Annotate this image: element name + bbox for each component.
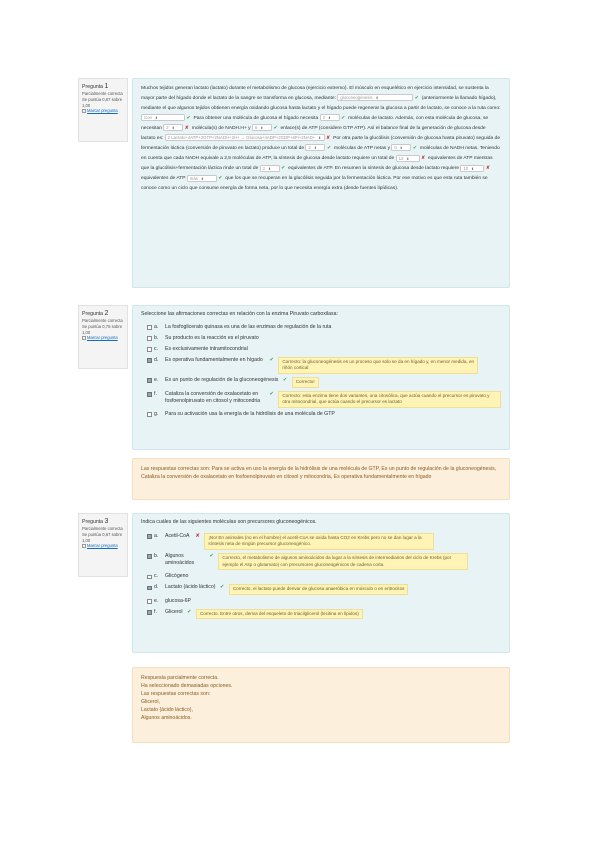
feedback-note: Correcto, el metabolismo de algunos aminoácidos da lugar a la síntesis de intermediarios del ciclo de Krebs (por ejemplo el Asp o glutamato) con precursores gluconeogénicos de cadena corta.: [218, 553, 468, 570]
q3-option-e[interactable]: e. glucosa-6P: [147, 598, 501, 606]
correct-icon: ✔: [269, 356, 274, 363]
dropdown-1[interactable]: gluconeogénesis ⬍: [337, 94, 413, 101]
checkbox-checked[interactable]: [147, 554, 152, 559]
correct-icon: ✔: [219, 584, 225, 591]
feedback-line: Las respuestas correctas son:: [141, 691, 211, 698]
feedback-line: Glicerol,: [141, 699, 161, 706]
q2-option-e[interactable]: e. Es un punto de regulación de la gluconeogénesis ✔ Correcto!: [147, 377, 501, 388]
correct-icon: ✔: [282, 376, 288, 383]
checkbox[interactable]: [147, 575, 152, 580]
correct-icon: ✔: [412, 146, 418, 152]
flag-icon: [82, 336, 86, 340]
feedback-note: Correcto: la gluconeogénesis es un proceso que solo se da en hígado y, en menor medida, en riñón cortical: [278, 357, 478, 374]
dropdown-8[interactable]: 0 ⬍: [391, 144, 411, 151]
incorrect-icon: ✘: [195, 532, 200, 539]
flag-icon: [82, 109, 86, 113]
question-2-number: Pregunta 2: [82, 310, 109, 317]
correct-icon: ✔: [269, 390, 274, 397]
q2-option-c[interactable]: c. Es exclusivamente intramitocondrial: [147, 346, 501, 354]
flag-question-3[interactable]: Marcar pregunta: [82, 543, 124, 549]
correct-icon: ✔: [273, 126, 278, 132]
question-2-feedback: Las respuestas correctas son: Para se activa en uso la energía de la hidrólisis de una molécula de GTP, Es un punto de regulación de la gluconeogénesis, Cataliza la conversión de oxalacetato en fosfoenolpiruvato en citosol y mitocondria, Es operativa fundamentalmente en hígado: [132, 458, 510, 500]
q3-option-b[interactable]: b. Algunos aminoácidos ✔ Correcto, el metabolismo de algunos aminoácidos da lugar a la síntesis de intermediarios del ciclo de Krebs (por ejemplo el Asp o glutamato) con precursores gluconeogénicos de cadena corta.: [147, 553, 501, 570]
flag-question-1[interactable]: Marcar pregunta: [82, 108, 124, 114]
q2-option-a[interactable]: a. La fosfoglicerato quinasa es una de las enzimas de regulación de la ruta: [147, 324, 501, 332]
q2-option-f[interactable]: f. Cataliza la conversión de oxalacetato en fosfoenolpiruvato en citosol y mitocondria ✔ Correcto: esta enzima tiene dos variantes, una citosólica, que actúa cuando el precursor es piruvato y otra mitocondrial, que actúa cuando el precursor es lactato: [147, 391, 501, 408]
correct-icon: ✔: [218, 176, 223, 182]
q2-option-b[interactable]: b. Su producto es la reacción es el piruvato: [147, 335, 501, 343]
question-2-status: Parcialmente correcta: [82, 318, 123, 324]
question-1-content: Muchos tejidos generan lactato (lactato) durante el metabolismo de glucosa (ejercicio extremo). El músculo en esquelético en ejercicio intensidad, se sustenta la mayor parte del hígado donde el lactato de la sangre se transforma en glucosa, mediante: gluconeogénesis ⬍ ✔ (anteriormente la llamado hígado), mediante el que algunos tejidos obtienen energía oxidando glucosa hasta lactato y el hígado puede regenerar la glucosa a partir de lactato, se conoce a la ruta como: Cori ⬍ ✔ Para obtener una molécula de glucosa el hígado necesita 2 ⬍ ✔ moléculas de lactato. Además, con esta molécula de glucosa, se necesitan 2 ⬍ ✘ molécula(s) de NADH.H+ y 6 ⬍ ✔ enlace(s) de ATP (considere GTP ATP). Así el balance final de la generación de glucosa desde lactato es: 2 Lactato+4ATP+2GTP+2NADH+2H+ → Glucosa+4ADP+2GDP+6Pi+2NAD+ ⬍ ✘ Por otra parte la glucólisis (conversión de glucosa hasta piruvato) seguida de fermentación láctica (conversión de piruvato en lactato) produce un total de 2 ⬍ ✔ moléculas de ATP netas y 0 ⬍ ✔ moléculas de NADH netas. Teniendo en cuenta que cada NADH equivale a 2,5 moléculas de ATP, la síntesis de glucosa desde lactato requiere un total de 12 ⬍ ✘ equivalentes de ATP mientras que la glucólisis+fermentación láctica rinde un total de 2 ⬍ ✔ equivalentes de ATP. En resumen la síntesis de glucosa desde lactato requiere 10 ⬍ ✘ equivalentes de ATP más ⬍ ✔ que los que se recuperan en la glucólisis seguida por la fermentación láctica. Por ese motivo es que esta ruta también se conoce como un ciclo que consume energía de forma neta, por lo que necesita energía extra (desde fuentes lipídicas).: [132, 78, 510, 288]
correct-icon: ✔: [414, 96, 419, 102]
feedback-line: Lactato (ácido láctico),: [141, 707, 193, 714]
feedback-note: Correcto, el lactato puede derivar de glucosa anaeróbica en músculo o en eritrocitos: [229, 584, 409, 595]
checkbox-checked[interactable]: [147, 586, 152, 591]
correct-icon: ✔: [326, 146, 332, 152]
question-3-feedback: [132, 667, 510, 743]
incorrect-icon: ✘: [184, 126, 189, 132]
dropdown-7[interactable]: 2 ⬍: [305, 144, 325, 151]
correct-icon: ✔: [341, 116, 346, 122]
feedback-note: Correcto: esta enzima tiene dos variantes, una citosólica, que actúa cuando el precursor es piruvato y otra mitocondrial, que actúa cuando el precursor es lactato: [278, 391, 501, 408]
question-1-number: Pregunta 1: [82, 83, 109, 90]
checkbox-checked[interactable]: [147, 534, 152, 539]
question-1-info: [78, 78, 128, 142]
q2-option-d[interactable]: d. Es operativa fundamentalmente en hígado ✔ Correcto: la gluconeogénesis es un proceso que solo se da en hígado y, en menor medida, en riñón cortical: [147, 357, 501, 374]
question-1-status: Parcialmente correcta: [82, 91, 123, 97]
correct-icon: ✔: [187, 608, 192, 615]
correct-icon: ✔: [186, 116, 191, 122]
question-3-score: Se puntúa 0,67 sobre 1,00: [82, 532, 123, 543]
feedback-note: Correcto!: [292, 377, 319, 388]
q3-option-c[interactable]: c. Glicógeno: [147, 573, 501, 581]
question-3-number: Pregunta 3: [82, 518, 109, 525]
question-3-prompt: Indica cuáles de las siguientes moléculas son precursores gluconeogénicos.: [141, 519, 317, 525]
feedback-line: Respuesta parcialmente correcta.: [141, 675, 219, 681]
q3-option-a[interactable]: a. Acetil-CoA ✘ ¡No! En animales (no en el hombre) el acetil-CoA se oxida hasta CO2 en Krebs pero no se dan lugar a la síntesis neta de ningún precursor gluconeogénico.: [147, 533, 501, 550]
dropdown-6[interactable]: 2 Lactato+4ATP+2GTP+2NADH+2H+ → Glucosa+4ADP+2GDP+6Pi+2NAD+ ⬍: [165, 134, 325, 141]
dropdown-4[interactable]: 2 ⬍: [163, 124, 183, 131]
checkbox[interactable]: [147, 412, 152, 417]
dropdown-10[interactable]: 2 ⬍: [260, 165, 280, 172]
checkbox[interactable]: [147, 347, 152, 352]
correct-icon: ✔: [281, 166, 286, 172]
feedback-note: Correcto. Entre otros, deriva del esqueleto de triacilglicerol (lecitina en lípidos): [196, 609, 363, 620]
question-2-score: Se puntúa 0,75 sobre 1,00: [82, 324, 123, 335]
checkbox[interactable]: [147, 599, 152, 604]
checkbox[interactable]: [147, 336, 152, 341]
question-2-content: [132, 305, 510, 450]
feedback-line: Ha seleccionado demasiadas opciones.: [141, 683, 233, 690]
flag-icon: [82, 544, 86, 548]
incorrect-icon: ✘: [485, 166, 490, 172]
dropdown-2[interactable]: Cori ⬍: [141, 114, 185, 121]
incorrect-icon: ✘: [421, 156, 426, 162]
dropdown-9[interactable]: 12 ⬍: [396, 155, 420, 162]
question-1-score: Se puntúa 0,67 sobre 1,00: [82, 97, 123, 108]
question-2-info: [78, 305, 128, 369]
feedback-line: Algunos aminoácidos.: [141, 715, 192, 722]
dropdown-11[interactable]: 10 ⬍: [460, 165, 484, 172]
checkbox[interactable]: [147, 325, 152, 330]
checkbox-checked[interactable]: [147, 610, 152, 615]
q3-option-d[interactable]: d. Lactato (ácido láctico) ✔ Correcto, el lactato puede derivar de glucosa anaeróbica en músculo o en eritrocitos: [147, 584, 501, 595]
q2-option-g[interactable]: g. Para su activación usa la energía de la hidrólisis de una molécula de GTP: [147, 411, 501, 419]
question-3-info: [78, 513, 128, 577]
question-3-status: Parcialmente correcta: [82, 526, 123, 532]
checkbox-checked[interactable]: [147, 392, 152, 397]
dropdown-12[interactable]: más ⬍: [187, 175, 217, 182]
dropdown-5[interactable]: 6 ⬍: [252, 124, 272, 131]
flag-question-2[interactable]: Marcar pregunta: [82, 335, 124, 341]
incorrect-icon: ✘: [326, 136, 331, 142]
feedback-note: ¡No! En animales (no en el hombre) el acetil-CoA se oxida hasta CO2 en Krebs pero no se dan lugar a la síntesis neta de ningún precursor gluconeogénico.: [204, 533, 434, 550]
dropdown-3[interactable]: 2 ⬍: [320, 114, 340, 121]
question-2-prompt: Seleccione las afirmaciones correctas en relación con la enzima Piruvato carboxilasa:: [141, 311, 338, 317]
question-3-content: [132, 513, 510, 653]
checkbox-checked[interactable]: [147, 358, 152, 363]
q3-option-f[interactable]: f. Glicerol ✔ Correcto. Entre otros, deriva del esqueleto de triacilglicerol (lecitina en lípidos): [147, 609, 501, 620]
checkbox-checked[interactable]: [147, 378, 152, 383]
correct-icon: ✔: [209, 552, 214, 559]
